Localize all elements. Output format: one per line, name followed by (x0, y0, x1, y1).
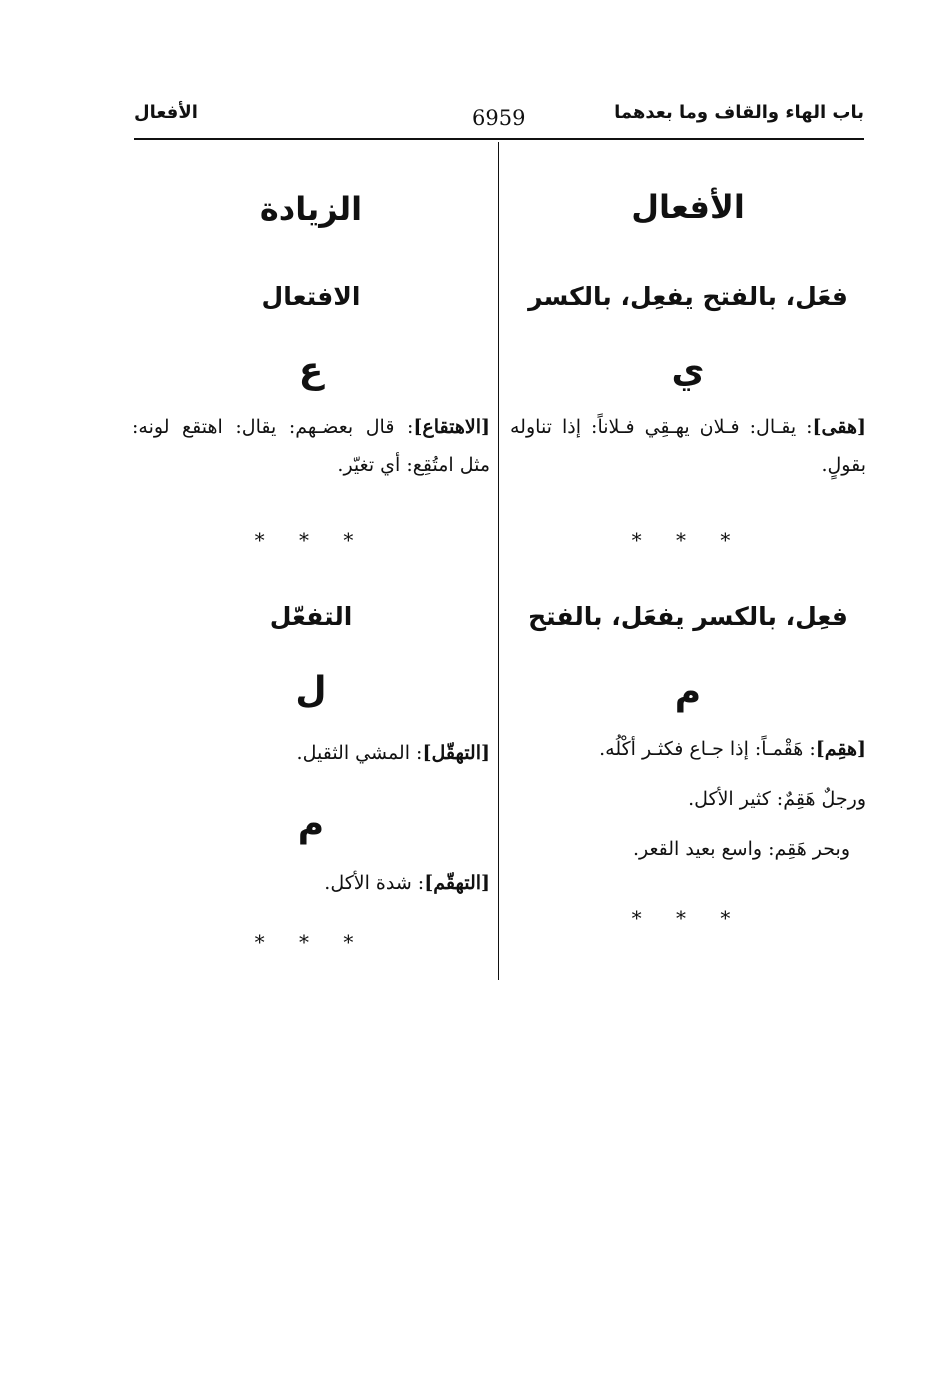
separator-stars: * * * (631, 906, 745, 930)
left-pattern-2: التفعّل (269, 602, 353, 631)
separator-stars: * * * (254, 930, 368, 954)
left-entry-3 (132, 864, 490, 902)
page-number: 6959 (472, 106, 526, 130)
entry-text: : المشي الثقيل. (296, 742, 423, 764)
section-title: الأفعال (134, 102, 198, 123)
separator-stars: * * * (631, 528, 745, 552)
right-pattern-1: فعَل، بالفتح يفعِل، بالكسر (528, 282, 848, 311)
right-pattern-2: فعِل، بالكسر يفعَل، بالفتح (528, 602, 848, 631)
page-header (134, 96, 864, 136)
left-entry-2 (132, 734, 490, 772)
right-entry-1 (510, 408, 866, 484)
entry-text: : يقـال: فـلان يهـقِي فـلاناً: إذا تناوله بقولٍ. (510, 416, 866, 476)
entry-text: : هَقْمـاً: إذا جـاع فكثـر أكْلُه. (599, 738, 816, 760)
left-letter-1: ع (298, 350, 324, 391)
left-letter-2: ل (295, 670, 327, 711)
entry-headword: [هقى] (812, 416, 866, 438)
entry-headword: [الاهتقاع] (413, 416, 490, 438)
right-entry-2-line-2: ورجلٌ هَقِمٌ: كثير الأكل. (688, 788, 866, 810)
header-rule (134, 138, 864, 140)
right-entry-2-line-3: وبحر هَقِم: واسع بعيد القعر. (632, 838, 850, 860)
column-divider (498, 142, 499, 980)
separator-stars: * * * (254, 528, 368, 552)
left-entry-1 (132, 408, 490, 484)
right-entry-2 (510, 730, 866, 768)
left-pattern-1: الافتعال (261, 282, 361, 311)
right-letter-1: ي (671, 350, 705, 391)
right-letter-2: م (674, 672, 702, 713)
entry-text: : قال بعضـهم: يقال: اهتقع لونه: مثل امتُقِع: أي تغيّر. (132, 416, 490, 476)
chapter-title: باب الهاء والقاف وما بعدهما (614, 102, 864, 123)
left-column-title: الزيادة (259, 190, 363, 228)
entry-text: : شدة الأكل. (324, 872, 425, 894)
entry-headword: [التهقّم] (424, 872, 490, 894)
right-column-title: الأفعال (631, 188, 745, 226)
left-letter-3: م (297, 804, 325, 845)
entry-headword: [هقِم] (815, 738, 866, 760)
entry-headword: [التهقّل] (422, 742, 490, 764)
